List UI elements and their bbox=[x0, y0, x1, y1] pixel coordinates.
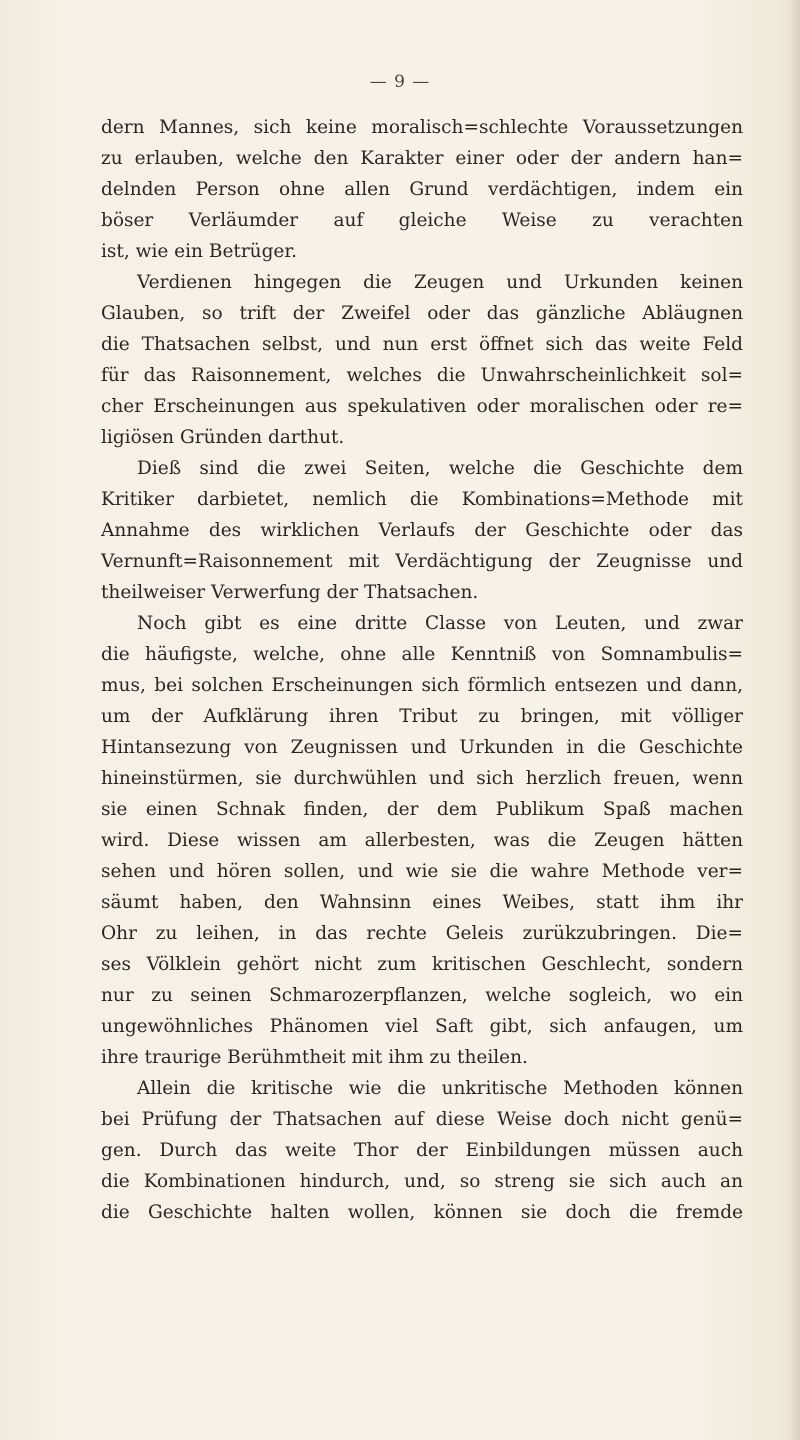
text-line: um der Aufklärung ihren Tribut zu bringen, mit völliger bbox=[101, 706, 743, 727]
text-line: die Kombinationen hindurch, und, so streng sie sich auch an bbox=[101, 1171, 743, 1192]
text-line: cher Erscheinungen aus spekulativen oder moralischen oder re= bbox=[101, 396, 743, 417]
text-line: Glauben, so trift der Zweifel oder das gänzliche Abläugnen bbox=[101, 303, 743, 324]
text-line: nur zu seinen Schmarozerpflanzen, welche sogleich, wo ein bbox=[101, 985, 743, 1006]
text-line: Hintansezung von Zeugnissen und Urkunden in die Geschichte bbox=[101, 737, 743, 758]
text-line: die Geschichte halten wollen, können sie doch die fremde bbox=[101, 1202, 743, 1223]
text-line: ihre traurige Berühmtheit mit ihm zu theilen. bbox=[101, 1047, 528, 1068]
text-line: Vernunft=Raisonnement mit Verdächtigung der Zeugnisse und bbox=[101, 551, 743, 572]
text-line: mus, bei solchen Erscheinungen sich förmlich entsezen und dann, bbox=[101, 675, 743, 696]
text-line: Verdienen hingegen die Zeugen und Urkunden keinen bbox=[137, 272, 743, 293]
text-line: wird. Diese wissen am allerbesten, was die Zeugen hätten bbox=[101, 830, 743, 851]
text-line: ist, wie ein Betrüger. bbox=[101, 241, 298, 262]
text-line: theilweiser Verwerfung der Thatsachen. bbox=[101, 582, 479, 603]
text-line: Noch gibt es eine dritte Classe von Leuten, und zwar bbox=[137, 613, 743, 634]
text-line: Kritiker darbietet, nemlich die Kombinations=Methode mit bbox=[101, 489, 743, 510]
text-line: ungewöhnliches Phänomen viel Saft gibt, sich anfaugen, um bbox=[101, 1016, 743, 1037]
text-line: ses Völklein gehört nicht zum kritischen Geschlecht, sondern bbox=[101, 954, 743, 975]
text-line: delnden Person ohne allen Grund verdächtigen, indem ein bbox=[101, 179, 743, 200]
text-line: bei Prüfung der Thatsachen auf diese Weise doch nicht genü= bbox=[101, 1109, 743, 1130]
text-line: die häufigste, welche, ohne alle Kenntniß von Somnambulis= bbox=[101, 644, 743, 665]
text-line: Dieß sind die zwei Seiten, welche die Geschichte dem bbox=[137, 458, 743, 479]
text-line: dern Mannes, sich keine moralisch=schlechte Voraussetzungen bbox=[101, 117, 743, 138]
page-number: — 9 — bbox=[369, 72, 431, 92]
text-line: sehen und hören sollen, und wie sie die wahre Methode ver= bbox=[101, 861, 743, 882]
text-line: Allein die kritische wie die unkritische Methoden können bbox=[137, 1078, 743, 1099]
text-line: für das Raisonnement, welches die Unwahrscheinlichkeit sol= bbox=[101, 365, 743, 386]
text-line: hineinstürmen, sie durchwühlen und sich herzlich freuen, wenn bbox=[101, 768, 743, 789]
text-line: Ohr zu leihen, in das rechte Geleis zurükzubringen. Die= bbox=[101, 923, 743, 944]
body-text bbox=[101, 112, 743, 1228]
text-line: säumt haben, den Wahnsinn eines Weibes, statt ihm ihr bbox=[101, 892, 743, 913]
text-line: sie einen Schnak finden, der dem Publikum Spaß machen bbox=[101, 799, 743, 820]
text-line: die Thatsachen selbst, und nun erst öffnet sich das weite Feld bbox=[101, 334, 743, 355]
page-edge-shadow bbox=[786, 0, 800, 1440]
text-line: gen. Durch das weite Thor der Einbildungen müssen auch bbox=[101, 1140, 743, 1161]
text-line: ligiösen Gründen darthut. bbox=[101, 427, 345, 448]
text-line: Annahme des wirklichen Verlaufs der Geschichte oder das bbox=[101, 520, 743, 541]
text-line: böser Verläumder auf gleiche Weise zu verachten bbox=[101, 210, 743, 231]
text-line: zu erlauben, welche den Karakter einer oder der andern han= bbox=[101, 148, 743, 169]
